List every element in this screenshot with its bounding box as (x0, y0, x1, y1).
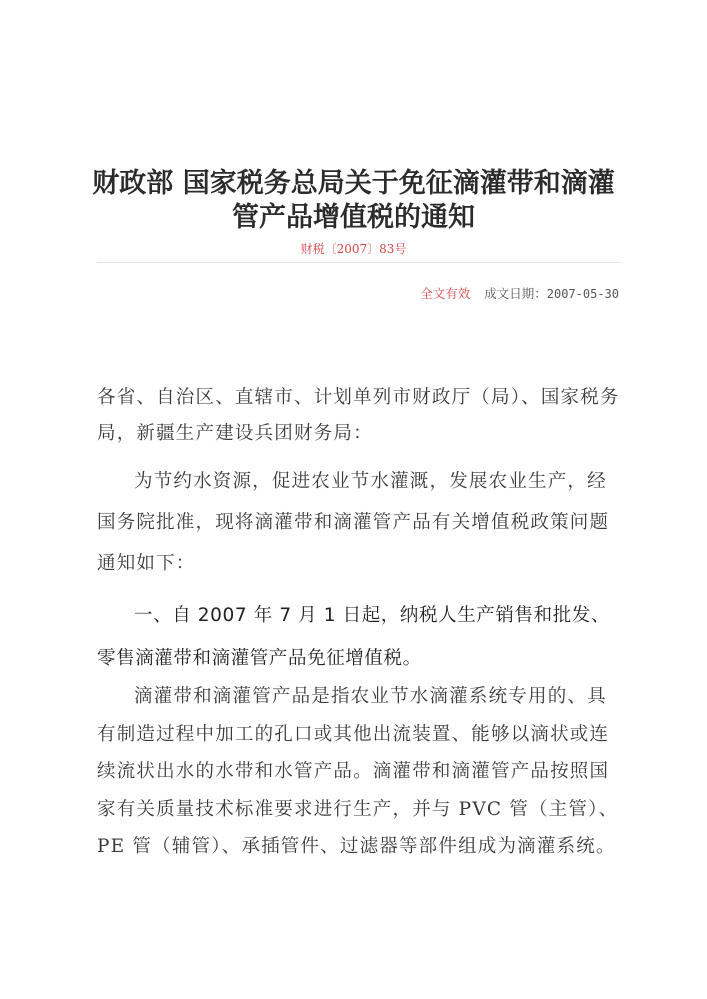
salutation-paragraph: 各省、自治区、直辖市、计划单列市财政厅（局）、国家税务局，新疆生产建设兵团财务局： (97, 387, 620, 444)
validity-status: 全文有效 (420, 286, 471, 301)
header-divider (97, 262, 621, 263)
document-title-line1: 财政部 国家税务总局关于免征滴灌带和滴灌 (92, 168, 615, 199)
date-value: 2007-05-30 (546, 287, 619, 301)
intro-paragraph: 为节约水资源，促进农业节水灌溉，发展农业生产，经国务院批准，现将滴灌带和滴灌管产品有关增值税政策问题通知如下： (97, 471, 610, 574)
document-title-line2: 管产品增值税的通知 (232, 202, 475, 233)
document-number: 财税〔2007〕83号 (300, 242, 407, 256)
date-label: 成文日期： (484, 286, 547, 301)
document-meta (420, 284, 619, 302)
article-1-paragraph: 一、自 2007 年 7 月 1 日起，纳税人生产销售和批发、零售滴灌带和滴灌管产品免征增值税。 (97, 605, 611, 669)
definition-paragraph: 滴灌带和滴灌管产品是指农业节水滴灌系统专用的、具有制造过程中加工的孔口或其他出流装置、能够以滴状或连续流状出水的水带和水管产品。滴灌带和滴灌管产品按照国家有关质量技术标准要求进行生产，并与 PVC 管（主管）、PE 管（辅管）、承插管件、过滤器等部件组成为滴灌系统。 (97, 686, 619, 857)
